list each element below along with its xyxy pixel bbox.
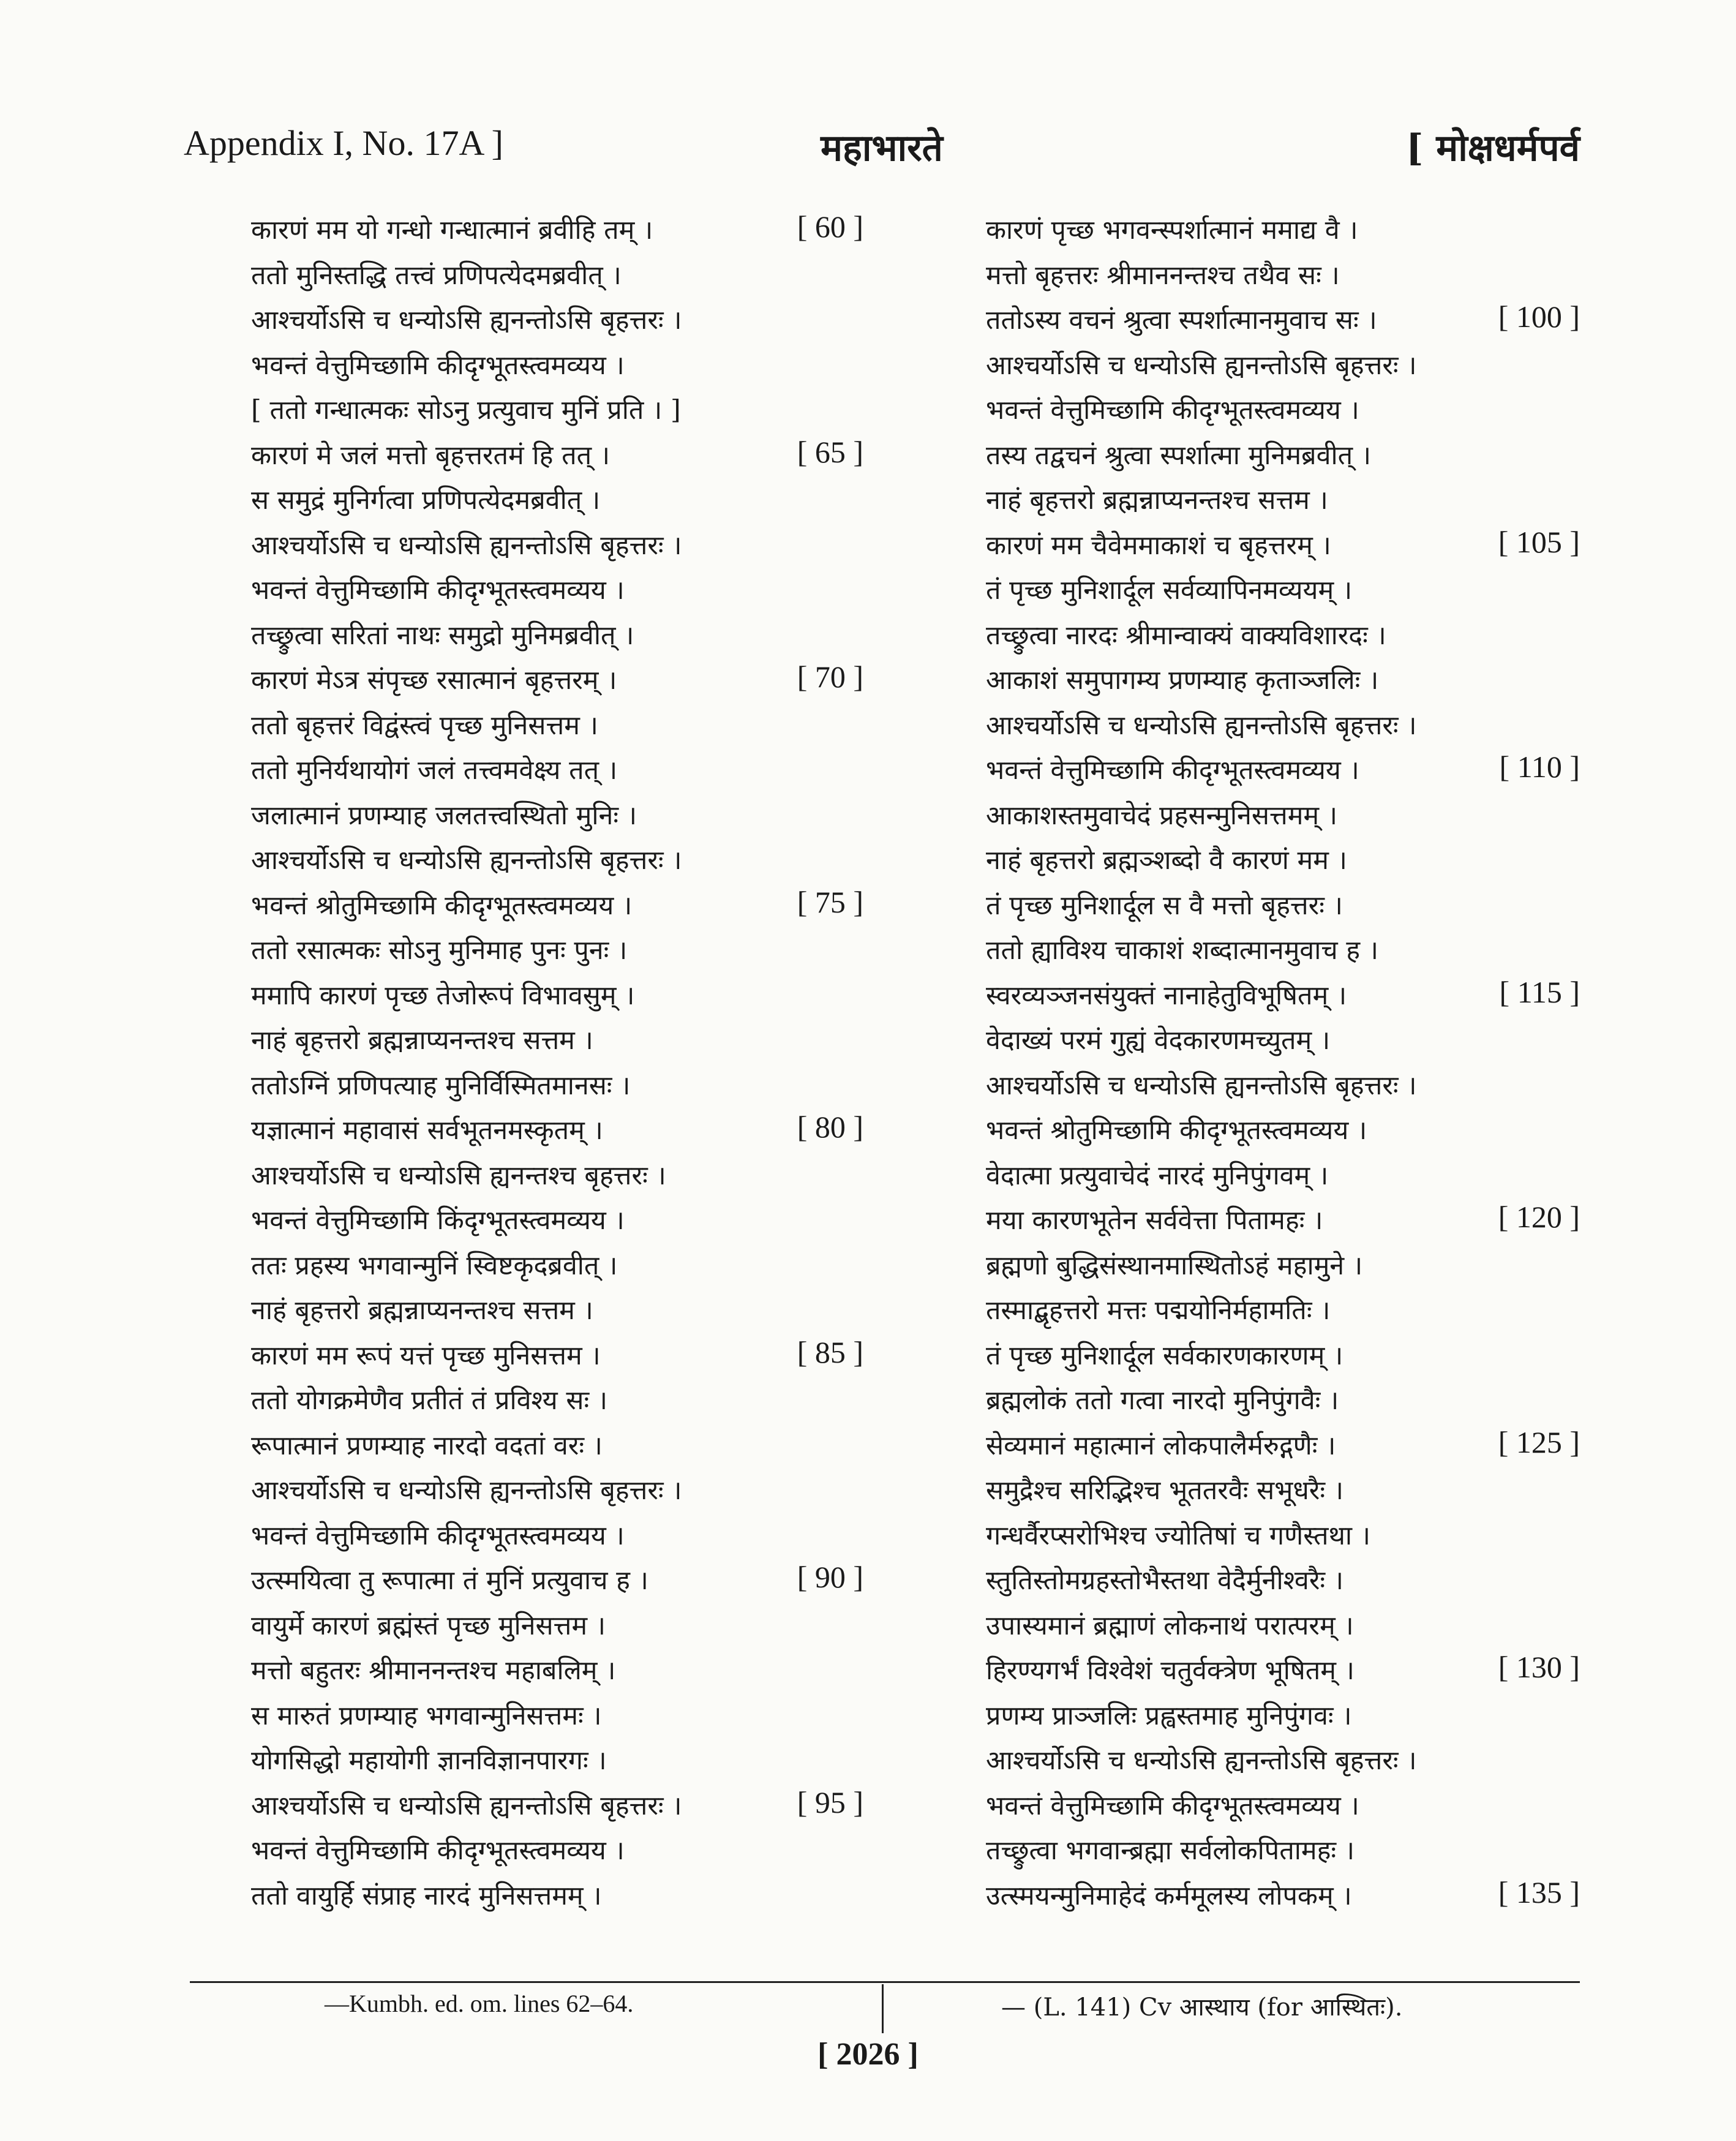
verse-line	[251, 298, 863, 344]
verse-line	[251, 1604, 863, 1649]
verse-text: वेदाख्यं परमं गुह्यं वेदकारणमच्युतम् ।	[986, 1025, 1331, 1056]
page-header	[184, 116, 1580, 184]
verse-line	[986, 1604, 1580, 1649]
verse-text: ब्रह्मलोकं ततो गत्वा नारदो मुनिपुंगवैः ।	[986, 1385, 1339, 1416]
footnote-right: — (L. 141) Cv आस्थाय (for आस्थितः).	[1001, 1993, 1403, 2022]
verse-text: ततो वायुर्हि संप्राह नारदं मुनिसत्तमम् ।	[251, 1880, 602, 1911]
verse-line	[251, 1334, 863, 1379]
footnote-divider	[882, 1984, 884, 2033]
right-text-column	[986, 208, 1580, 1919]
verse-line	[986, 1469, 1580, 1514]
verse-text: ततो योगक्रमेणैव प्रतीतं तं प्रविश्य सः ।	[251, 1385, 608, 1416]
verse-text: तस्माद्बृहत्तरो मत्तः पद्मयोनिर्महामतिः ।	[986, 1295, 1331, 1326]
footnote-rule	[190, 1981, 1580, 1983]
verse-line	[986, 478, 1580, 524]
verse-text: भवन्तं वेत्तुमिच्छामि कीदृग्भूतस्त्वमव्यय ।	[251, 350, 625, 381]
line-number: [ 95 ]	[797, 1785, 863, 1819]
verse-line	[251, 254, 863, 299]
verse-text: आकाशं समुपागम्य प्रणम्याह कृताञ्जलिः ।	[986, 665, 1379, 696]
verse-line	[986, 1018, 1580, 1064]
verse-text: आकाशस्तमुवाचेदं प्रहसन्मुनिसत्तमम् ।	[986, 800, 1338, 831]
verse-text: तच्छ्रुत्वा भगवान्ब्रह्मा सर्वलोकपितामहः ।	[986, 1835, 1355, 1866]
verse-line	[251, 1064, 863, 1109]
verse-text: नाहं बृहत्तरो ब्रह्मञ्शब्दो वै कारणं मम ।	[986, 845, 1347, 876]
verse-line	[986, 1874, 1580, 1919]
verse-line	[986, 1649, 1580, 1694]
verse-text: आश्चर्योऽसि च धन्योऽसि ह्यनन्तोऽसि बृहत्तरः ।	[986, 350, 1417, 381]
verse-line	[986, 434, 1580, 479]
verse-text: आश्चर्योऽसि च धन्योऽसि ह्यनन्तोऽसि बृहत्तरः ।	[986, 1745, 1417, 1776]
verse-text: तं पृच्छ मुनिशार्दूल सर्वव्यापिनमव्ययम् ।	[986, 575, 1353, 606]
verse-line	[251, 434, 863, 479]
verse-line	[251, 1784, 863, 1829]
verse-text: वायुर्मे कारणं ब्रह्मंस्तं पृच्छ मुनिसत्तम ।	[251, 1610, 606, 1641]
line-number: [ 70 ]	[797, 660, 863, 694]
verse-text: स्वरव्यञ्जनसंयुक्तं नानाहेतुविभूषितम् ।	[986, 980, 1347, 1011]
verse-line	[251, 344, 863, 389]
verse-line	[986, 1694, 1580, 1739]
verse-line	[251, 1514, 863, 1559]
line-number: [ 65 ]	[797, 434, 863, 469]
verse-text: स मारुतं प्रणम्याह भगवान्मुनिसत्तमः ।	[251, 1700, 602, 1731]
verse-line	[986, 1379, 1580, 1424]
verse-text: ततो रसात्मकः सोऽनु मुनिमाह पुनः पुनः ।	[251, 935, 628, 966]
verse-text: आश्चर्योऽसि च धन्योऽसि ह्यनन्तश्च बृहत्तरः ।	[251, 1160, 666, 1191]
verse-text: ततो बृहत्तरं विद्वंस्त्वं पृच्छ मुनिसत्तम ।	[251, 710, 598, 741]
verse-line	[251, 1379, 863, 1424]
verse-line	[986, 748, 1580, 794]
verse-text: ततो ह्याविश्य चाकाशं शब्दात्मानमुवाच ह ।	[986, 935, 1379, 966]
verse-text: [ ततो गन्धात्मकः सोऽनु प्रत्युवाच मुनिं प्रति । ]	[251, 395, 681, 426]
verse-text: भवन्तं वेत्तुमिच्छामि कीदृग्भूतस्त्वमव्यय ।	[986, 1790, 1359, 1821]
verse-line	[986, 928, 1580, 974]
verse-text: ममापि कारणं पृच्छ तेजोरूपं विभावसुम् ।	[251, 980, 635, 1011]
verse-line	[251, 1559, 863, 1604]
verse-text: आश्चर्योऽसि च धन्योऽसि ह्यनन्तोऽसि बृहत्तरः ।	[251, 305, 682, 336]
verse-text: आश्चर्योऽसि च धन्योऽसि ह्यनन्तोऽसि बृहत्तरः ।	[986, 1070, 1417, 1101]
verse-line	[251, 794, 863, 839]
header-title: महाभारते	[821, 127, 943, 170]
verse-text: मत्तो बृहत्तरः श्रीमाननन्तश्च तथैव सः ।	[986, 260, 1340, 291]
line-number: [ 125 ]	[1498, 1424, 1580, 1459]
line-number: [ 100 ]	[1498, 299, 1580, 334]
verse-text: ततः प्रहस्य भगवान्मुनिं स्विष्टकृदब्रवीत् ।	[251, 1250, 618, 1281]
verse-text: भवन्तं वेत्तुमिच्छामि कीदृग्भूतस्त्वमव्यय ।	[251, 1835, 625, 1866]
verse-line	[986, 794, 1580, 839]
verse-line	[251, 974, 863, 1019]
verse-line	[251, 884, 863, 929]
verse-line	[251, 1739, 863, 1784]
verse-line	[251, 704, 863, 749]
verse-text: उत्स्मयित्वा तु रूपात्मा तं मुनिं प्रत्युवाच ह ।	[251, 1565, 648, 1596]
verse-line	[986, 1198, 1580, 1244]
verse-line	[986, 298, 1580, 344]
verse-line	[986, 974, 1580, 1019]
verse-text: भवन्तं वेत्तुमिच्छामि किंदृग्भूतस्त्वमव्यय ।	[251, 1205, 625, 1236]
header-appendix-ref: Appendix I, No. 17A ]	[184, 123, 503, 163]
line-number: [ 75 ]	[797, 884, 863, 919]
line-number: [ 85 ]	[797, 1334, 863, 1369]
verse-line	[251, 1244, 863, 1289]
verse-line	[986, 1334, 1580, 1379]
verse-line	[251, 614, 863, 659]
verse-line	[986, 1244, 1580, 1289]
verse-text: भवन्तं वेत्तुमिच्छामि कीदृग्भूतस्त्वमव्यय ।	[986, 395, 1359, 426]
line-number: [ 135 ]	[1498, 1875, 1580, 1910]
verse-text: यज्ञात्मानं महावासं सर्वभूतनमस्कृतम् ।	[251, 1115, 603, 1146]
verse-text: गन्धर्वैरप्सरोभिश्च ज्योतिषां च गणैस्तथा ।	[986, 1520, 1371, 1551]
verse-text: हिरण्यगर्भं विश्वेशं चतुर्वक्त्रेण भूषितम् ।	[986, 1655, 1355, 1686]
verse-text: कारणं मम रूपं यत्तं पृच्छ मुनिसत्तम ।	[251, 1340, 601, 1371]
verse-text: रूपात्मानं प्रणम्याह नारदो वदतां वरः ।	[251, 1430, 603, 1461]
verse-line	[986, 1064, 1580, 1109]
verse-text: तच्छ्रुत्वा सरितां नाथः समुद्रो मुनिमब्रवीत् ।	[251, 620, 634, 651]
verse-text: कारणं मेऽत्र संपृच्छ रसात्मानं बृहत्तरम् ।	[251, 665, 617, 696]
verse-line	[251, 928, 863, 974]
verse-line	[986, 614, 1580, 659]
verse-line	[986, 524, 1580, 569]
verse-text: तस्य तद्वचनं श्रुत्वा स्पर्शात्मा मुनिमब्रवीत् ।	[986, 440, 1372, 471]
verse-text: भवन्तं वेत्तुमिच्छामि कीदृग्भूतस्त्वमव्यय ।	[251, 575, 625, 606]
line-number: [ 110 ]	[1499, 750, 1580, 784]
verse-text: उपास्यमानं ब्रह्माणं लोकनाथं परात्परम् ।	[986, 1610, 1354, 1641]
verse-text: तच्छ्रुत्वा नारदः श्रीमान्वाक्यं वाक्यविशारदः ।	[986, 620, 1386, 651]
verse-line	[251, 748, 863, 794]
verse-line	[251, 568, 863, 614]
header-section: [ मोक्षधर्मपर्व	[1406, 127, 1580, 170]
verse-line	[986, 1514, 1580, 1559]
verse-text: भवन्तं वेत्तुमिच्छामि कीदृग्भूतस्त्वमव्यय ।	[986, 755, 1359, 786]
verse-text: ततोऽस्य वचनं श्रुत्वा स्पर्शात्मानमुवाच सः ।	[986, 305, 1377, 336]
verse-line	[251, 1424, 863, 1469]
verse-line	[986, 838, 1580, 884]
verse-line	[986, 568, 1580, 614]
verse-text: नाहं बृहत्तरो ब्रह्मन्नाप्यनन्तश्च सत्तम ।	[251, 1295, 593, 1326]
verse-line	[986, 1289, 1580, 1334]
verse-line	[986, 254, 1580, 299]
verse-line	[251, 388, 863, 434]
verse-line	[251, 838, 863, 884]
verse-line	[986, 658, 1580, 704]
line-number: [ 80 ]	[797, 1110, 863, 1144]
verse-line	[986, 1154, 1580, 1199]
verse-line	[251, 208, 863, 254]
line-number: [ 105 ]	[1498, 524, 1580, 559]
verse-line	[986, 388, 1580, 434]
footnote-left: —Kumbh. ed. om. lines 62–64.	[325, 1990, 634, 2017]
verse-text: ततोऽग्निं प्रणिपत्याह मुनिर्विस्मितमानसः ।	[251, 1070, 631, 1101]
verse-line	[986, 1108, 1580, 1154]
verse-text: नाहं बृहत्तरो ब्रह्मन्नाप्यनन्तश्च सत्तम ।	[986, 485, 1328, 516]
line-number: [ 120 ]	[1498, 1200, 1580, 1234]
verse-text: नाहं बृहत्तरो ब्रह्मन्नाप्यनन्तश्च सत्तम ।	[251, 1025, 593, 1056]
verse-text: आश्चर्योऽसि च धन्योऽसि ह्यनन्तोऽसि बृहत्तरः ।	[986, 710, 1417, 741]
verse-text: आश्चर्योऽसि च धन्योऽसि ह्यनन्तोऽसि बृहत्तरः ।	[251, 1475, 682, 1506]
verse-text: स समुद्रं मुनिर्गत्वा प्रणिपत्येदमब्रवीत् ।	[251, 485, 601, 516]
verse-text: जलात्मानं प्रणम्याह जलतत्त्वस्थितो मुनिः ।	[251, 800, 637, 831]
verse-text: भवन्तं वेत्तुमिच्छामि कीदृग्भूतस्त्वमव्यय ।	[251, 1520, 625, 1551]
verse-text: प्रणम्य प्राञ्जलिः प्रह्वस्तमाह मुनिपुंगवः ।	[986, 1700, 1352, 1731]
left-text-column	[251, 208, 863, 1919]
verse-text: ततो मुनिस्तद्धि तत्त्वं प्रणिपत्येदमब्रवीत् ।	[251, 260, 622, 291]
verse-line	[251, 1154, 863, 1199]
verse-line	[251, 1108, 863, 1154]
verse-line	[251, 1874, 863, 1919]
verse-text: तं पृच्छ मुनिशार्दूल स वै मत्तो बृहत्तरः ।	[986, 890, 1343, 921]
verse-text: आश्चर्योऽसि च धन्योऽसि ह्यनन्तोऽसि बृहत्तरः ।	[251, 1790, 682, 1821]
verse-line	[251, 1469, 863, 1514]
verse-text: समुद्रैश्च सरिद्भिश्च भूततरवैः सभूधरैः ।	[986, 1475, 1344, 1506]
verse-text: कारणं मे जलं मत्तो बृहत्तरतमं हि तत् ।	[251, 440, 611, 471]
verse-line	[251, 1018, 863, 1064]
verse-text: वेदात्मा प्रत्युवाचेदं नारदं मुनिपुंगवम् ।	[986, 1160, 1329, 1191]
verse-text: मत्तो बहुतरः श्रीमाननन्तश्च महाबलिम् ।	[251, 1655, 616, 1686]
verse-text: उत्स्मयन्मुनिमाहेदं कर्ममूलस्य लोपकम् ।	[986, 1880, 1352, 1911]
verse-line	[986, 208, 1580, 254]
verse-line	[251, 1649, 863, 1694]
verse-text: भवन्तं श्रोतुमिच्छामि कीदृग्भूतस्त्वमव्यय ।	[251, 890, 633, 921]
verse-line	[986, 704, 1580, 749]
verse-line	[986, 884, 1580, 929]
verse-text: ततो मुनिर्यथायोगं जलं तत्त्वमवेक्ष्य तत् ।	[251, 755, 618, 786]
verse-text: तं पृच्छ मुनिशार्दूल सर्वकारणकारणम् ।	[986, 1340, 1343, 1371]
verse-line	[986, 1784, 1580, 1829]
verse-text: भवन्तं श्रोतुमिच्छामि कीदृग्भूतस्त्वमव्यय ।	[986, 1115, 1367, 1146]
verse-line	[986, 344, 1580, 389]
verse-text: मया कारणभूतेन सर्ववेत्ता पितामहः ।	[986, 1205, 1323, 1236]
verse-line	[986, 1829, 1580, 1874]
verse-line	[251, 1694, 863, 1739]
verse-line	[251, 1198, 863, 1244]
verse-text: कारणं पृच्छ भगवन्स्पर्शात्मानं ममाद्य वै ।	[986, 215, 1358, 246]
verse-line	[251, 524, 863, 569]
verse-text: स्तुतिस्तोमग्रहस्तोभैस्तथा वेदैर्मुनीश्वरैः ।	[986, 1565, 1344, 1596]
verse-line	[251, 478, 863, 524]
verse-line	[986, 1424, 1580, 1469]
verse-text: कारणं मम यो गन्धो गन्धात्मानं ब्रवीहि तम् ।	[251, 215, 653, 246]
verse-text: सेव्यमानं महात्मानं लोकपालैर्मरुद्गणैः ।	[986, 1430, 1336, 1461]
line-number: [ 90 ]	[797, 1560, 863, 1594]
verse-text: ब्रह्मणो बुद्धिसंस्थानमास्थितोऽहं महामुने ।	[986, 1250, 1363, 1281]
verse-text: आश्चर्योऽसि च धन्योऽसि ह्यनन्तोऽसि बृहत्तरः ।	[251, 530, 682, 561]
page-number: [ 2026 ]	[817, 2037, 919, 2072]
verse-text: योगसिद्धो महायोगी ज्ञानविज्ञानपारगः ।	[251, 1745, 607, 1776]
verse-line	[986, 1739, 1580, 1784]
verse-line	[986, 1559, 1580, 1604]
verse-line	[251, 1289, 863, 1334]
verse-text: कारणं मम चैवेममाकाशं च बृहत्तरम् ।	[986, 530, 1331, 561]
verse-line	[251, 658, 863, 704]
verse-line	[251, 1829, 863, 1874]
line-number: [ 60 ]	[797, 209, 863, 244]
line-number: [ 130 ]	[1498, 1650, 1580, 1684]
verse-text: आश्चर्योऽसि च धन्योऽसि ह्यनन्तोऽसि बृहत्तरः ।	[251, 845, 682, 876]
line-number: [ 115 ]	[1499, 974, 1580, 1009]
